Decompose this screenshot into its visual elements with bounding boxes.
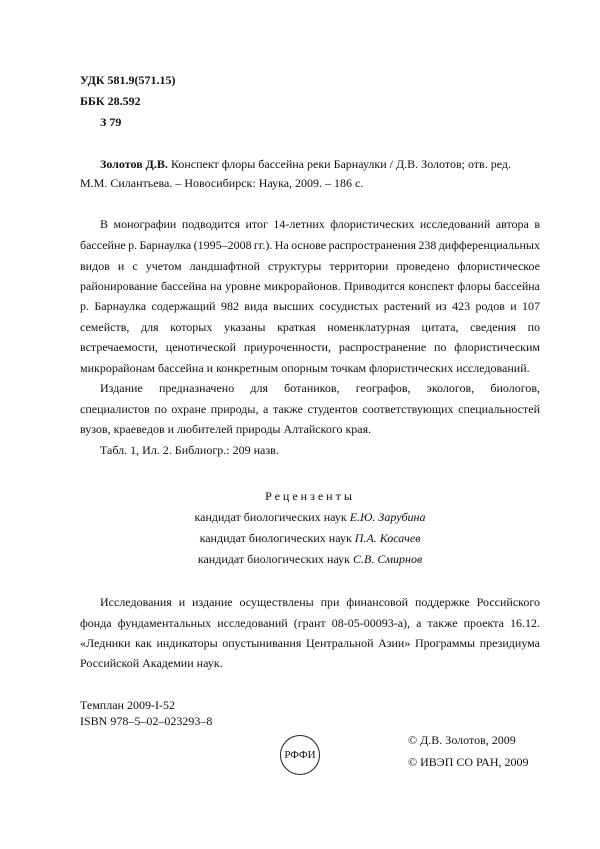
abstract-line: В монографии подводится итог 14-летних флористических исследований автора в: [100, 217, 540, 231]
author-code: З 79: [100, 115, 122, 129]
reviewer-name: С.В. Смирнов: [353, 552, 423, 566]
abstract-line: семейств, для которых указаны краткая номенклатурная цитата, сведения по: [80, 320, 540, 334]
reviewer: [80, 551, 540, 567]
udk-code: УДК 581.9(571.15): [80, 73, 176, 87]
audience-line: вузов, краеведов и любителей природы Алтайского края.: [80, 422, 372, 436]
citation-title: Конспект флоры бассейна реки Барнаулки / Д.В. Золотов; отв. ред.: [167, 157, 511, 171]
audience-line: Издание предназначено для ботаников, географов, экологов, биологов,: [100, 381, 540, 395]
abstract-line: микрорайонам бассейна и конкретным опорным точкам флористических исследований.: [80, 361, 530, 375]
copyright-author: © Д.В. Золотов, 2009: [408, 733, 516, 747]
funding-line: Российской Академии наук.: [80, 656, 223, 670]
rffi-logo-text: РФФИ: [284, 749, 316, 761]
reviewer-name: П.А. Косачев: [354, 531, 421, 545]
rffi-logo: [280, 735, 320, 775]
funding-line: фонда фундаментальных исследований (грант 08-05-00093-а), а также проекта 16.12.: [80, 616, 540, 630]
bbk-code: ББК 28.592: [80, 94, 141, 108]
reviewer-degree: кандидат биологических наук: [199, 531, 355, 545]
reviewer-name: Е.Ю. Зарубина: [349, 510, 426, 524]
funding-line: «Ледники как индикаторы опустынивания Центральной Азии» Программы президиума: [80, 636, 540, 650]
reviewer: [80, 530, 540, 546]
abstract-line: видов и с учетом ландшафтной структуры территории проведено флористическое: [80, 259, 540, 273]
reviewer-degree: кандидат биологических наук: [197, 552, 354, 566]
reviewer: [80, 509, 540, 525]
copyright-institute: © ИВЭП СО РАН, 2009: [408, 755, 529, 769]
abstract-line: бассейне р. Барнаулка (1995–2008 гг.). На основе распространения 238 дифференциальных: [80, 238, 540, 252]
isbn: ISBN 978–5–02–023293–8: [80, 714, 213, 728]
abstract-line: встречаемости, ценотической приуроченности, распространение по флористическим: [80, 340, 540, 354]
biblio-info: Табл. 1, Ил. 2. Библиогр.: 209 назв.: [100, 443, 279, 457]
audience-line: специалистов по охране природы, а также студентов соответствующих специальностей: [80, 402, 540, 416]
abstract-line: районирование бассейна на уровне микрорайонов. Приводится конспект флоры бассейна: [80, 279, 540, 293]
abstract-line: р. Барнаулка содержащий 982 вида высших сосудистых растений из 423 родов и 107: [80, 299, 540, 313]
reviewers-title: Рецензенты: [265, 489, 355, 503]
templan: Темплан 2009-I-52: [80, 698, 175, 712]
reviewer-degree: кандидат биологических наук: [194, 510, 350, 524]
citation-author: Золотов Д.В.: [100, 157, 168, 171]
citation-line-1: [100, 156, 540, 172]
citation-line-2: М.М. Силантьева. – Новосибирск: Наука, 2009. – 186 с.: [80, 176, 364, 190]
funding-line: Исследования и издание осуществлены при финансовой поддержке Российского: [100, 595, 540, 609]
